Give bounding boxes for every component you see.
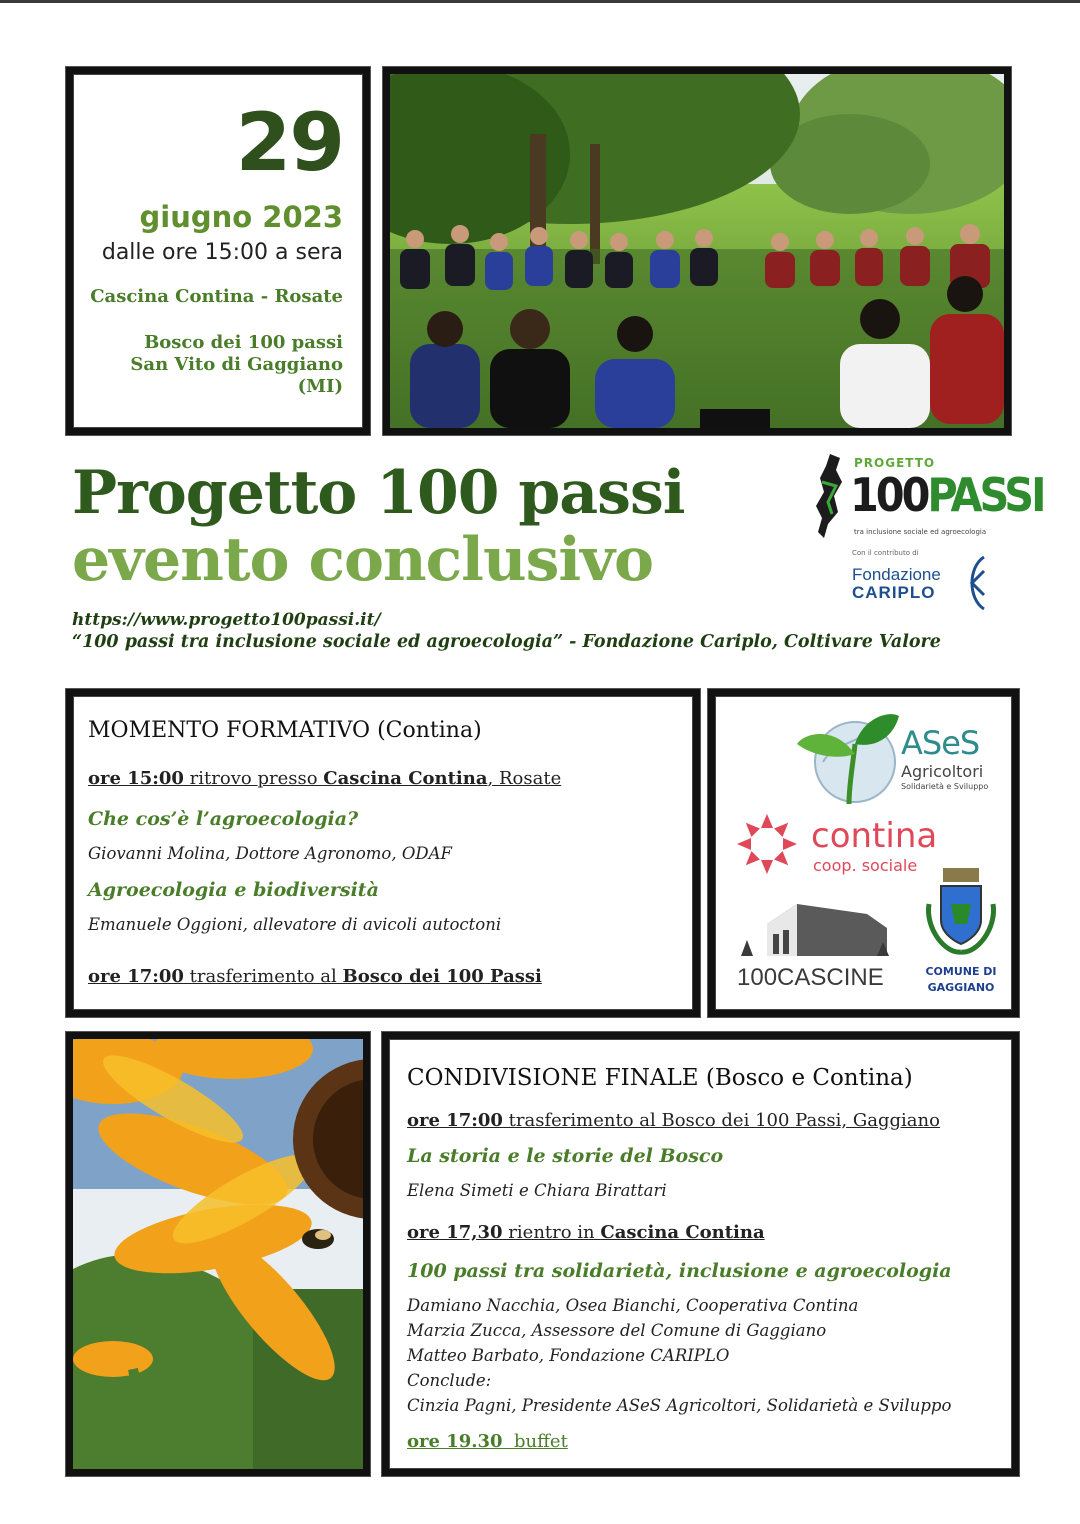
event-month-year: giugno 2023 [139,200,343,234]
project-subtitle: “100 passi tra inclusione sociale ed agroecologia” - Fondazione Cariplo, Coltivare Valore [72,632,941,652]
project-url[interactable]: https://www.progetto100passi.it/ [72,610,381,630]
formativo-speaker-2: Emanuele Oggioni, allevatore di avicoli autoctoni [88,915,502,934]
condivisione-line-1 [407,1110,940,1131]
condivisione-time-1: ore 17:00 [407,1110,503,1131]
formativo-tail-1: , Rosate [487,768,562,789]
formativo-place-2: Bosco dei 100 Passi [342,966,542,987]
ases-globe-icon [793,704,903,814]
formativo-title: MOMENTO FORMATIVO (Contina) [88,718,482,743]
condivisione-line-2 [407,1222,765,1243]
contina-flower-icon [735,812,799,876]
place-line-3: (MI) [297,376,343,397]
momento-formativo-box [66,689,700,1017]
formativo-time-1: ore 15:00 [88,768,184,789]
condivisione-speaker-2-3: Matteo Barbato, Fondazione CARIPLO [407,1346,730,1365]
event-hours: dalle ore 15:00 a sera [101,240,343,265]
condivisione-speaker-2-2: Marzia Zucca, Assessore del Comune di Gaggiano [407,1321,827,1340]
comune-logo-text [915,964,1007,996]
formativo-speaker-1: Giovanni Molina, Dottore Agronomo, ODAF [88,844,452,863]
sunflower-photo [66,1032,370,1476]
condivisione-finale-box [382,1032,1019,1476]
condivisione-title: CONDIVISIONE FINALE (Bosco e Contina) [407,1065,913,1091]
condivisione-talk-2: 100 passi tra solidarietà, inclusione e agroecologia [407,1260,952,1282]
cariplo-line-1: Fondazione [852,565,941,584]
place-line-1: Bosco dei 100 passi [144,332,343,353]
condivisione-speaker-2-5: Cinzia Pagni, Presidente ASeS Agricoltori, Solidarietà e Sviluppo [407,1396,952,1415]
formativo-line-1 [88,768,561,789]
formativo-talk-1: Che cos’è l’agroecologia? [88,808,359,830]
ases-logo-sub-2: Solidarietà e Sviluppo [901,782,989,791]
condivisione-text-3: buffet [502,1431,568,1452]
logo-passi: PASSI [927,468,1044,522]
group-photo-image [390,74,1004,428]
logo-100-passi [850,468,1043,522]
formativo-talk-2: Agroecologia e biodiversità [88,879,379,901]
condivisione-time-2: ore 17,30 [407,1222,503,1243]
ases-logo-text: ASeS [901,724,980,762]
italy-map-icon [810,452,850,542]
fondazione-cariplo-logo [852,547,1012,617]
formativo-time-2: ore 17:00 [88,966,184,987]
group-photo [383,67,1011,435]
progetto-100-passi-logo [810,448,1044,548]
comune-line-2: GAGGIANO [927,981,995,994]
cariplo-mark-icon [960,553,990,613]
place-line-2: San Vito di Gaggiano [130,354,343,375]
condivisione-text-1: trasferimento al Bosco dei 100 Passi, Gaggiano [502,1110,940,1131]
logo-hundred: 100 [850,468,928,522]
condivisione-speaker-2-1: Damiano Nacchia, Osea Bianchi, Cooperativa Contina [407,1296,859,1315]
formativo-text-2: trasferimento al [183,966,343,987]
comune-line-1: COMUNE DI [925,965,997,978]
sunflower-photo-image [73,1039,363,1469]
ases-logo-sub-1: Agricoltori [901,762,984,781]
condivisione-speaker-1: Elena Simeti e Chiara Birattari [407,1181,667,1200]
condivisione-talk-1: La storia e le storie del Bosco [407,1145,724,1167]
contina-logo-text: contina [811,816,938,856]
logo-tagline: tra inclusione sociale ed agroecologia [854,528,987,536]
contina-logo-sub: coop. sociale [813,856,918,875]
event-day: 29 [235,96,343,189]
formativo-line-2 [88,966,542,987]
cascina-building-icon [737,900,893,960]
event-venue: Cascina Contina - Rosate [90,286,343,307]
condivisione-place-2: Cascina Contina [600,1222,765,1243]
date-box [66,67,370,435]
condivisione-text-2: rientro in [502,1222,601,1243]
condivisione-speaker-2-4: Conclude: [407,1371,492,1390]
cascine-logo-text: 100CASCINE [737,964,884,991]
cariplo-line-2: CARIPLO [852,583,936,602]
formativo-place-1: Cascina Contina [323,768,488,789]
event-place [130,332,343,398]
title-line-1: Progetto 100 passi [72,458,685,528]
condivisione-time-3: ore 19.30 [407,1431,503,1452]
title-line-2: evento conclusivo [72,525,654,595]
partner-logos-box [708,689,1019,1017]
formativo-text-1: ritrovo presso [183,768,324,789]
condivisione-line-3 [407,1431,568,1452]
cariplo-with-label: Con il contributo di [852,549,919,557]
logo-progetto-label: PROGETTO [854,456,936,470]
gaggiano-crest-icon [921,864,1001,960]
top-rule [0,0,1080,3]
